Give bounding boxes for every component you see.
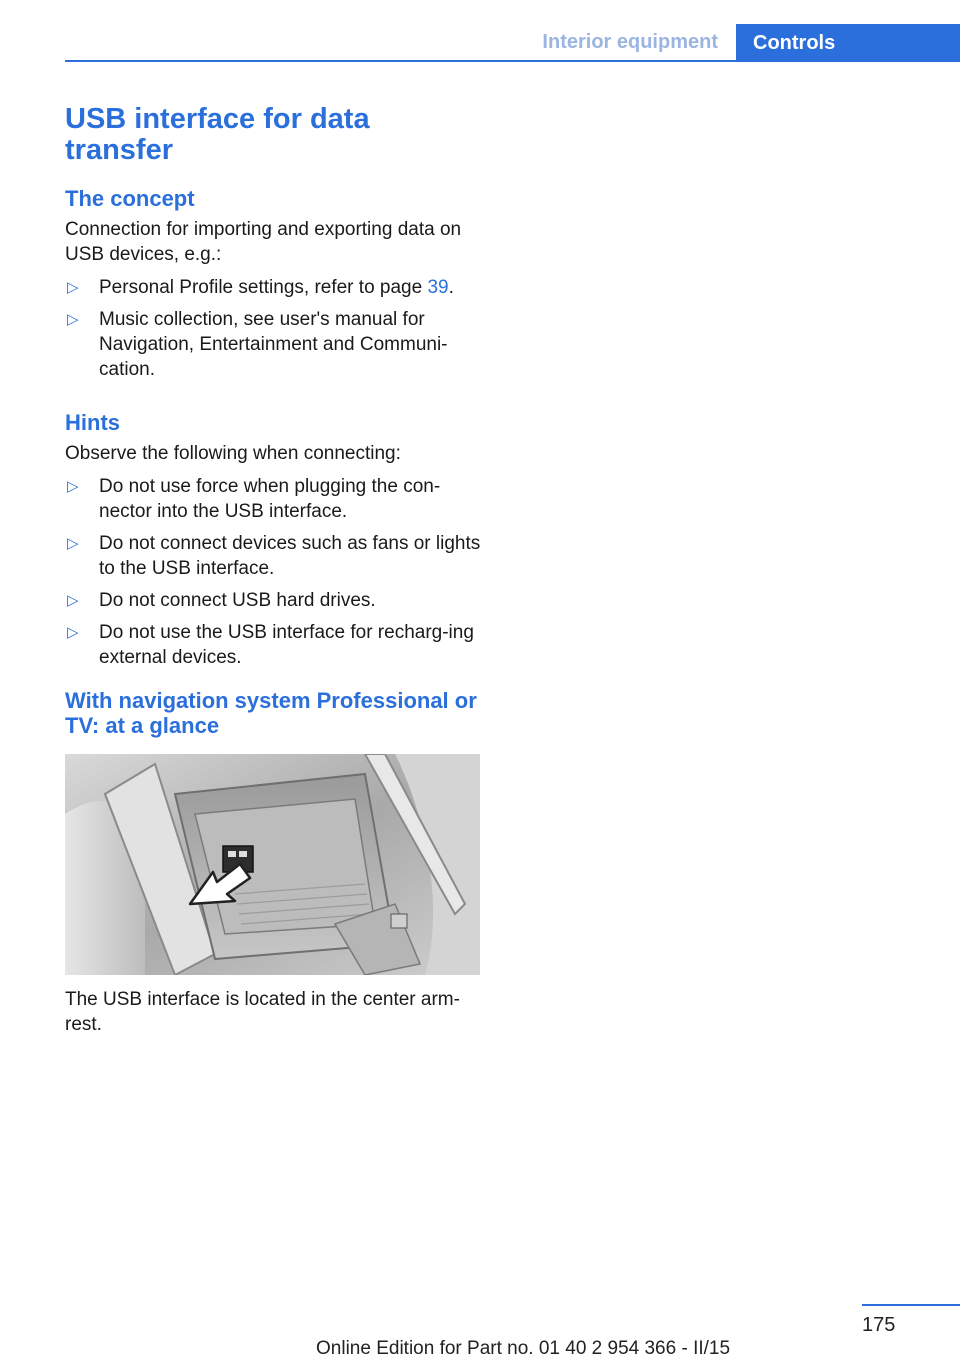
bullet-triangle-icon: ▷	[67, 279, 79, 296]
list-item-text: Personal Profile settings, refer to page	[99, 277, 428, 298]
concept-list	[65, 275, 483, 382]
center-armrest-photo	[65, 754, 480, 975]
list-item	[65, 474, 483, 524]
main-content	[65, 104, 483, 1037]
page-link[interactable]: 39	[427, 277, 449, 298]
footer-edition: Online Edition for Part no. 01 40 2 954 366 - II/15	[316, 1338, 731, 1359]
list-item-text: .	[448, 277, 454, 298]
concept-intro: Connection for importing and exporting data on USB devices, e.g.:	[65, 219, 462, 265]
list-item	[65, 307, 483, 382]
hints-heading: Hints	[65, 410, 120, 435]
chapter-tab: Controls	[736, 24, 960, 62]
page-number: 175	[862, 1314, 896, 1336]
list-item-text: Do not connect devices such as fans or lights to the USB interface.	[99, 533, 481, 579]
list-item-text: Do not connect USB hard drives.	[99, 590, 376, 611]
list-item-text: Music collection, see user's manual for Navigation, Entertainment and Communi-cation.	[99, 309, 448, 380]
bullet-triangle-icon: ▷	[67, 478, 79, 495]
page-title: USB interface for data transfer	[65, 103, 370, 166]
list-item	[65, 531, 483, 581]
list-item-text: Do not use force when plugging the con-nector into the USB interface.	[99, 476, 441, 522]
photo-caption: The USB interface is located in the center arm-rest.	[65, 989, 460, 1035]
list-item	[65, 275, 483, 300]
hints-intro: Observe the following when connecting:	[65, 443, 401, 464]
list-item-text: Do not use the USB interface for recharg-ing external devices.	[99, 622, 474, 668]
list-item	[65, 620, 483, 670]
concept-heading: The concept	[65, 186, 195, 211]
section-tab: Interior equipment	[542, 31, 718, 53]
footer-rule	[862, 1304, 960, 1306]
glance-heading: With navigation system Professional or TV: at a glance	[65, 688, 477, 738]
bullet-triangle-icon: ▷	[67, 592, 79, 609]
bullet-triangle-icon: ▷	[67, 535, 79, 552]
bullet-triangle-icon: ▷	[67, 624, 79, 641]
hints-list	[65, 474, 483, 670]
list-item	[65, 588, 483, 613]
bullet-triangle-icon: ▷	[67, 311, 79, 328]
armrest-illustration	[65, 754, 480, 975]
